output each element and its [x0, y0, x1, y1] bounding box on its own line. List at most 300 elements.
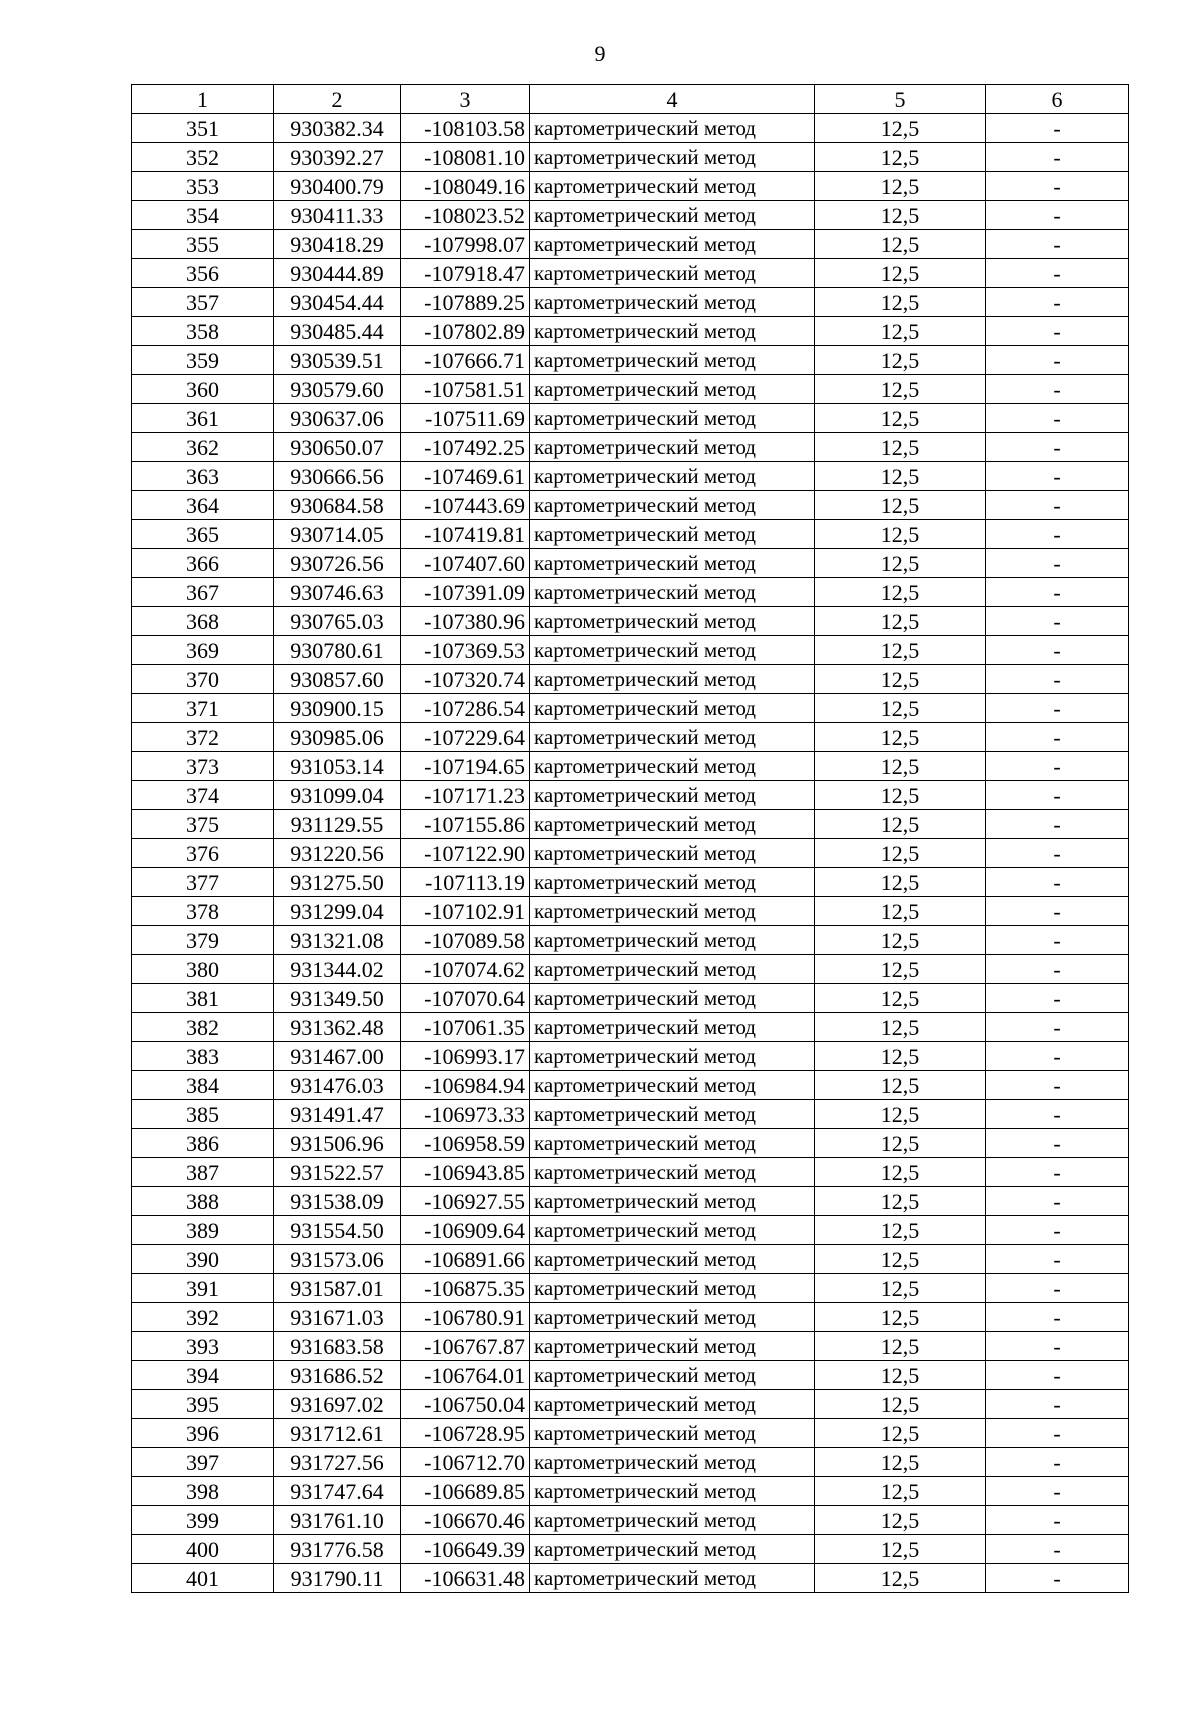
table-row — [132, 926, 1129, 955]
cell-method: картометрический метод — [530, 520, 815, 549]
cell-point-number: 364 — [132, 491, 274, 520]
cell-accuracy: 12,5 — [815, 810, 986, 839]
cell-note: - — [986, 839, 1129, 868]
cell-point-number: 382 — [132, 1013, 274, 1042]
cell-point-number: 385 — [132, 1100, 274, 1129]
cell-note: - — [986, 143, 1129, 172]
table-row — [132, 1158, 1129, 1187]
cell-accuracy: 12,5 — [815, 1448, 986, 1477]
cell-accuracy: 12,5 — [815, 462, 986, 491]
cell-point-number: 389 — [132, 1216, 274, 1245]
cell-method: картометрический метод — [530, 1419, 815, 1448]
cell-x-coordinate: 930444.89 — [274, 259, 401, 288]
cell-accuracy: 12,5 — [815, 1535, 986, 1564]
cell-note: - — [986, 317, 1129, 346]
cell-method: картометрический метод — [530, 1477, 815, 1506]
table-row — [132, 868, 1129, 897]
cell-note: - — [986, 1506, 1129, 1535]
cell-accuracy: 12,5 — [815, 723, 986, 752]
cell-note: - — [986, 346, 1129, 375]
cell-note: - — [986, 897, 1129, 926]
cell-point-number: 378 — [132, 897, 274, 926]
cell-method: картометрический метод — [530, 346, 815, 375]
table-row — [132, 1216, 1129, 1245]
cell-note: - — [986, 259, 1129, 288]
cell-accuracy: 12,5 — [815, 1477, 986, 1506]
cell-accuracy: 12,5 — [815, 578, 986, 607]
cell-note: - — [986, 549, 1129, 578]
cell-y-coordinate: -107380.96 — [401, 607, 530, 636]
table-row — [132, 375, 1129, 404]
cell-note: - — [986, 607, 1129, 636]
cell-note: - — [986, 1419, 1129, 1448]
cell-x-coordinate: 930579.60 — [274, 375, 401, 404]
cell-accuracy: 12,5 — [815, 1158, 986, 1187]
cell-note: - — [986, 578, 1129, 607]
cell-note: - — [986, 694, 1129, 723]
cell-x-coordinate: 931129.55 — [274, 810, 401, 839]
cell-x-coordinate: 931776.58 — [274, 1535, 401, 1564]
cell-x-coordinate: 931587.01 — [274, 1274, 401, 1303]
cell-note: - — [986, 1187, 1129, 1216]
cell-point-number: 400 — [132, 1535, 274, 1564]
cell-point-number: 370 — [132, 665, 274, 694]
column-header-6: 6 — [986, 85, 1129, 114]
table-row — [132, 1100, 1129, 1129]
cell-point-number: 359 — [132, 346, 274, 375]
cell-note: - — [986, 491, 1129, 520]
cell-note: - — [986, 1245, 1129, 1274]
cell-method: картометрический метод — [530, 781, 815, 810]
cell-accuracy: 12,5 — [815, 114, 986, 143]
cell-accuracy: 12,5 — [815, 259, 986, 288]
cell-point-number: 394 — [132, 1361, 274, 1390]
cell-accuracy: 12,5 — [815, 433, 986, 462]
cell-accuracy: 12,5 — [815, 201, 986, 230]
table-row — [132, 259, 1129, 288]
table-row — [132, 607, 1129, 636]
cell-point-number: 360 — [132, 375, 274, 404]
cell-y-coordinate: -106750.04 — [401, 1390, 530, 1419]
cell-accuracy: 12,5 — [815, 1013, 986, 1042]
cell-accuracy: 12,5 — [815, 317, 986, 346]
cell-note: - — [986, 1303, 1129, 1332]
cell-method: картометрический метод — [530, 288, 815, 317]
cell-accuracy: 12,5 — [815, 1274, 986, 1303]
cell-method: картометрический метод — [530, 1013, 815, 1042]
cell-method: картометрический метод — [530, 1100, 815, 1129]
cell-accuracy: 12,5 — [815, 1564, 986, 1593]
cell-accuracy: 12,5 — [815, 1303, 986, 1332]
cell-y-coordinate: -107918.47 — [401, 259, 530, 288]
cell-method: картометрический метод — [530, 491, 815, 520]
cell-y-coordinate: -106780.91 — [401, 1303, 530, 1332]
cell-x-coordinate: 931053.14 — [274, 752, 401, 781]
cell-point-number: 368 — [132, 607, 274, 636]
cell-point-number: 353 — [132, 172, 274, 201]
cell-note: - — [986, 114, 1129, 143]
cell-point-number: 388 — [132, 1187, 274, 1216]
cell-x-coordinate: 931727.56 — [274, 1448, 401, 1477]
cell-accuracy: 12,5 — [815, 288, 986, 317]
table-row — [132, 897, 1129, 926]
cell-point-number: 380 — [132, 955, 274, 984]
cell-point-number: 398 — [132, 1477, 274, 1506]
cell-method: картометрический метод — [530, 1332, 815, 1361]
cell-accuracy: 12,5 — [815, 1419, 986, 1448]
cell-x-coordinate: 931321.08 — [274, 926, 401, 955]
table-row — [132, 665, 1129, 694]
cell-y-coordinate: -106973.33 — [401, 1100, 530, 1129]
cell-method: картометрический метод — [530, 636, 815, 665]
cell-x-coordinate: 931220.56 — [274, 839, 401, 868]
table-row — [132, 404, 1129, 433]
cell-accuracy: 12,5 — [815, 665, 986, 694]
cell-y-coordinate: -107469.61 — [401, 462, 530, 491]
cell-note: - — [986, 462, 1129, 491]
table-row — [132, 1448, 1129, 1477]
cell-accuracy: 12,5 — [815, 1506, 986, 1535]
cell-method: картометрический метод — [530, 1129, 815, 1158]
table-row — [132, 143, 1129, 172]
cell-x-coordinate: 931790.11 — [274, 1564, 401, 1593]
cell-y-coordinate: -106943.85 — [401, 1158, 530, 1187]
cell-x-coordinate: 931476.03 — [274, 1071, 401, 1100]
cell-x-coordinate: 931683.58 — [274, 1332, 401, 1361]
table-row — [132, 433, 1129, 462]
cell-y-coordinate: -107581.51 — [401, 375, 530, 404]
table-row — [132, 346, 1129, 375]
table-header-row — [132, 85, 1129, 114]
cell-x-coordinate: 931506.96 — [274, 1129, 401, 1158]
cell-accuracy: 12,5 — [815, 1100, 986, 1129]
table-row — [132, 288, 1129, 317]
cell-method: картометрический метод — [530, 578, 815, 607]
table-row — [132, 1332, 1129, 1361]
table-row — [132, 1390, 1129, 1419]
cell-y-coordinate: -107419.81 — [401, 520, 530, 549]
cell-point-number: 371 — [132, 694, 274, 723]
cell-point-number: 374 — [132, 781, 274, 810]
cell-y-coordinate: -106631.48 — [401, 1564, 530, 1593]
cell-point-number: 379 — [132, 926, 274, 955]
cell-method: картометрический метод — [530, 230, 815, 259]
cell-y-coordinate: -108023.52 — [401, 201, 530, 230]
cell-point-number: 401 — [132, 1564, 274, 1593]
table-row — [132, 201, 1129, 230]
cell-method: картометрический метод — [530, 433, 815, 462]
page-number: 9 — [594, 41, 606, 66]
cell-method: картометрический метод — [530, 1564, 815, 1593]
cell-x-coordinate: 930857.60 — [274, 665, 401, 694]
cell-accuracy: 12,5 — [815, 1390, 986, 1419]
cell-y-coordinate: -106767.87 — [401, 1332, 530, 1361]
cell-method: картометрический метод — [530, 143, 815, 172]
cell-method: картометрический метод — [530, 259, 815, 288]
cell-note: - — [986, 1042, 1129, 1071]
cell-note: - — [986, 172, 1129, 201]
cell-y-coordinate: -107286.54 — [401, 694, 530, 723]
cell-x-coordinate: 931299.04 — [274, 897, 401, 926]
cell-method: картометрический метод — [530, 1274, 815, 1303]
cell-x-coordinate: 931467.00 — [274, 1042, 401, 1071]
table-body — [132, 114, 1129, 1593]
cell-y-coordinate: -107113.19 — [401, 868, 530, 897]
cell-note: - — [986, 636, 1129, 665]
cell-method: картометрический метод — [530, 810, 815, 839]
cell-y-coordinate: -107802.89 — [401, 317, 530, 346]
cell-point-number: 357 — [132, 288, 274, 317]
cell-accuracy: 12,5 — [815, 520, 986, 549]
cell-x-coordinate: 930418.29 — [274, 230, 401, 259]
table-row — [132, 781, 1129, 810]
table-row — [132, 230, 1129, 259]
cell-x-coordinate: 930985.06 — [274, 723, 401, 752]
cell-note: - — [986, 1129, 1129, 1158]
cell-point-number: 383 — [132, 1042, 274, 1071]
cell-method: картометрический метод — [530, 607, 815, 636]
cell-point-number: 387 — [132, 1158, 274, 1187]
cell-accuracy: 12,5 — [815, 230, 986, 259]
column-header-3: 3 — [401, 85, 530, 114]
cell-y-coordinate: -107492.25 — [401, 433, 530, 462]
cell-x-coordinate: 930637.06 — [274, 404, 401, 433]
table-row — [132, 810, 1129, 839]
cell-x-coordinate: 931538.09 — [274, 1187, 401, 1216]
column-header-1: 1 — [132, 85, 274, 114]
cell-x-coordinate: 931362.48 — [274, 1013, 401, 1042]
cell-accuracy: 12,5 — [815, 1245, 986, 1274]
cell-note: - — [986, 375, 1129, 404]
cell-x-coordinate: 931671.03 — [274, 1303, 401, 1332]
cell-point-number: 354 — [132, 201, 274, 230]
cell-y-coordinate: -107155.86 — [401, 810, 530, 839]
cell-x-coordinate: 930714.05 — [274, 520, 401, 549]
cell-method: картометрический метод — [530, 1361, 815, 1390]
cell-point-number: 377 — [132, 868, 274, 897]
cell-x-coordinate: 931491.47 — [274, 1100, 401, 1129]
cell-y-coordinate: -107511.69 — [401, 404, 530, 433]
cell-x-coordinate: 930539.51 — [274, 346, 401, 375]
cell-x-coordinate: 930485.44 — [274, 317, 401, 346]
cell-y-coordinate: -106875.35 — [401, 1274, 530, 1303]
table-row — [132, 1071, 1129, 1100]
table-row — [132, 1361, 1129, 1390]
cell-note: - — [986, 230, 1129, 259]
cell-note: - — [986, 868, 1129, 897]
table-row — [132, 491, 1129, 520]
cell-x-coordinate: 931573.06 — [274, 1245, 401, 1274]
cell-method: картометрический метод — [530, 1448, 815, 1477]
cell-x-coordinate: 931761.10 — [274, 1506, 401, 1535]
cell-y-coordinate: -107369.53 — [401, 636, 530, 665]
cell-y-coordinate: -106670.46 — [401, 1506, 530, 1535]
cell-point-number: 355 — [132, 230, 274, 259]
table-row — [132, 1274, 1129, 1303]
table-row — [132, 694, 1129, 723]
cell-note: - — [986, 1100, 1129, 1129]
cell-note: - — [986, 1158, 1129, 1187]
cell-x-coordinate: 930765.03 — [274, 607, 401, 636]
table-row — [132, 172, 1129, 201]
cell-y-coordinate: -107407.60 — [401, 549, 530, 578]
cell-note: - — [986, 810, 1129, 839]
cell-accuracy: 12,5 — [815, 868, 986, 897]
cell-note: - — [986, 1216, 1129, 1245]
cell-note: - — [986, 404, 1129, 433]
cell-accuracy: 12,5 — [815, 897, 986, 926]
cell-accuracy: 12,5 — [815, 1216, 986, 1245]
cell-x-coordinate: 930900.15 — [274, 694, 401, 723]
cell-point-number: 358 — [132, 317, 274, 346]
cell-point-number: 393 — [132, 1332, 274, 1361]
table-row — [132, 636, 1129, 665]
cell-point-number: 399 — [132, 1506, 274, 1535]
cell-y-coordinate: -106909.64 — [401, 1216, 530, 1245]
cell-note: - — [986, 1448, 1129, 1477]
cell-method: картометрический метод — [530, 375, 815, 404]
cell-x-coordinate: 930780.61 — [274, 636, 401, 665]
cell-accuracy: 12,5 — [815, 1071, 986, 1100]
cell-y-coordinate: -106712.70 — [401, 1448, 530, 1477]
cell-accuracy: 12,5 — [815, 375, 986, 404]
column-header-4: 4 — [530, 85, 815, 114]
cell-y-coordinate: -108103.58 — [401, 114, 530, 143]
column-header-2: 2 — [274, 85, 401, 114]
cell-note: - — [986, 781, 1129, 810]
cell-method: картометрический метод — [530, 752, 815, 781]
cell-y-coordinate: -107666.71 — [401, 346, 530, 375]
cell-note: - — [986, 1477, 1129, 1506]
cell-method: картометрический метод — [530, 868, 815, 897]
cell-method: картометрический метод — [530, 926, 815, 955]
cell-note: - — [986, 201, 1129, 230]
cell-x-coordinate: 931099.04 — [274, 781, 401, 810]
cell-point-number: 384 — [132, 1071, 274, 1100]
table-row — [132, 578, 1129, 607]
cell-accuracy: 12,5 — [815, 143, 986, 172]
cell-accuracy: 12,5 — [815, 839, 986, 868]
cell-y-coordinate: -107443.69 — [401, 491, 530, 520]
cell-point-number: 397 — [132, 1448, 274, 1477]
cell-point-number: 351 — [132, 114, 274, 143]
cell-x-coordinate: 931522.57 — [274, 1158, 401, 1187]
cell-note: - — [986, 1274, 1129, 1303]
cell-note: - — [986, 1013, 1129, 1042]
cell-method: картометрический метод — [530, 1158, 815, 1187]
table-row — [132, 462, 1129, 491]
cell-point-number: 391 — [132, 1274, 274, 1303]
cell-accuracy: 12,5 — [815, 781, 986, 810]
cell-note: - — [986, 723, 1129, 752]
cell-method: картометрический метод — [530, 665, 815, 694]
cell-accuracy: 12,5 — [815, 172, 986, 201]
cell-point-number: 361 — [132, 404, 274, 433]
cell-method: картометрический метод — [530, 317, 815, 346]
cell-accuracy: 12,5 — [815, 549, 986, 578]
cell-point-number: 366 — [132, 549, 274, 578]
cell-x-coordinate: 930400.79 — [274, 172, 401, 201]
cell-note: - — [986, 926, 1129, 955]
cell-accuracy: 12,5 — [815, 984, 986, 1013]
cell-method: картометрический метод — [530, 839, 815, 868]
table-row — [132, 955, 1129, 984]
cell-method: картометрический метод — [530, 114, 815, 143]
cell-x-coordinate: 930746.63 — [274, 578, 401, 607]
table-row — [132, 317, 1129, 346]
table-row — [132, 1129, 1129, 1158]
cell-note: - — [986, 752, 1129, 781]
cell-y-coordinate: -106984.94 — [401, 1071, 530, 1100]
cell-y-coordinate: -106649.39 — [401, 1535, 530, 1564]
cell-x-coordinate: 931712.61 — [274, 1419, 401, 1448]
cell-point-number: 390 — [132, 1245, 274, 1274]
cell-method: картометрический метод — [530, 984, 815, 1013]
cell-x-coordinate: 931275.50 — [274, 868, 401, 897]
cell-method: картометрический метод — [530, 1303, 815, 1332]
cell-y-coordinate: -107194.65 — [401, 752, 530, 781]
column-header-5: 5 — [815, 85, 986, 114]
cell-point-number: 386 — [132, 1129, 274, 1158]
cell-y-coordinate: -106958.59 — [401, 1129, 530, 1158]
coordinates-table — [131, 84, 1129, 1593]
cell-x-coordinate: 930650.07 — [274, 433, 401, 462]
cell-y-coordinate: -107889.25 — [401, 288, 530, 317]
cell-y-coordinate: -107320.74 — [401, 665, 530, 694]
cell-accuracy: 12,5 — [815, 346, 986, 375]
cell-x-coordinate: 930392.27 — [274, 143, 401, 172]
cell-y-coordinate: -106728.95 — [401, 1419, 530, 1448]
cell-method: картометрический метод — [530, 955, 815, 984]
cell-point-number: 372 — [132, 723, 274, 752]
cell-accuracy: 12,5 — [815, 752, 986, 781]
table-row — [132, 520, 1129, 549]
cell-point-number: 376 — [132, 839, 274, 868]
cell-x-coordinate: 930726.56 — [274, 549, 401, 578]
cell-x-coordinate: 931349.50 — [274, 984, 401, 1013]
cell-x-coordinate: 930411.33 — [274, 201, 401, 230]
table-row — [132, 1187, 1129, 1216]
cell-method: картометрический метод — [530, 1216, 815, 1245]
cell-note: - — [986, 1535, 1129, 1564]
table-row — [132, 1506, 1129, 1535]
cell-y-coordinate: -106689.85 — [401, 1477, 530, 1506]
cell-point-number: 362 — [132, 433, 274, 462]
cell-method: картометрический метод — [530, 1187, 815, 1216]
cell-point-number: 381 — [132, 984, 274, 1013]
cell-method: картометрический метод — [530, 404, 815, 433]
cell-method: картометрический метод — [530, 201, 815, 230]
table-row — [132, 1477, 1129, 1506]
cell-point-number: 356 — [132, 259, 274, 288]
cell-x-coordinate: 931747.64 — [274, 1477, 401, 1506]
cell-method: картометрический метод — [530, 1042, 815, 1071]
table-row — [132, 1419, 1129, 1448]
cell-y-coordinate: -108081.10 — [401, 143, 530, 172]
cell-note: - — [986, 520, 1129, 549]
cell-y-coordinate: -106891.66 — [401, 1245, 530, 1274]
cell-y-coordinate: -106764.01 — [401, 1361, 530, 1390]
table-row — [132, 723, 1129, 752]
cell-note: - — [986, 1332, 1129, 1361]
cell-method: картометрический метод — [530, 1071, 815, 1100]
table-row — [132, 1535, 1129, 1564]
cell-accuracy: 12,5 — [815, 1361, 986, 1390]
table-row — [132, 984, 1129, 1013]
cell-y-coordinate: -107998.07 — [401, 230, 530, 259]
cell-note: - — [986, 433, 1129, 462]
cell-point-number: 395 — [132, 1390, 274, 1419]
